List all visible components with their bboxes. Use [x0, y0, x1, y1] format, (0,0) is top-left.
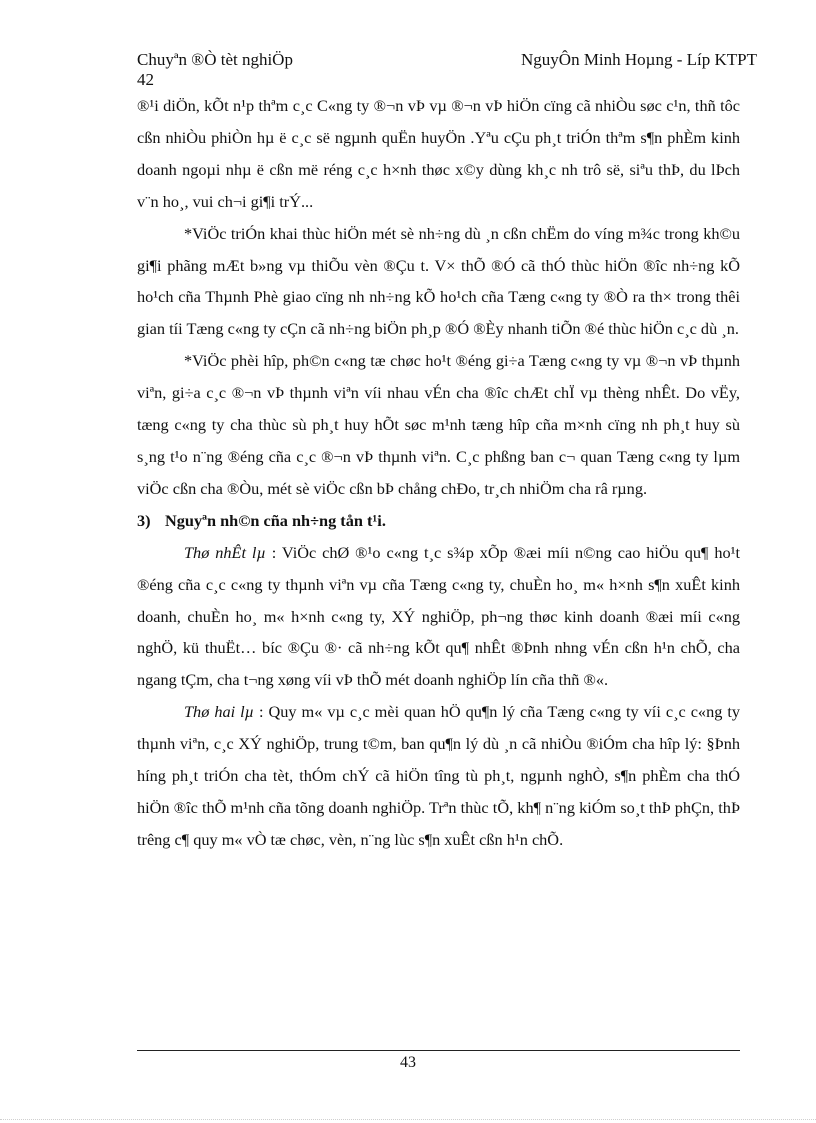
paragraph-coordination: *ViÖc phèi hîp, ph©n c«ng tæ chøc ho¹t ®éng gi÷a Tæng c«ng ty vµ ®¬n vÞ thµnh viªn, gi÷a c¸c ®¬n vÞ thµnh viªn víi nhau vÉn cha ®îc chÆt chÏ vµ thèng nhÊt. Do vËy, tæng c«ng ty cha thùc sù ph¸t huy hÕt søc m¹nh tæng hîp cña m×nh cïng nh ph¸t huy sù s¸ng t¹o n¨ng ®éng cña c¸c ®¬n vÞ thµnh viªn. C¸c phßng ban c¬ quan Tæng c«ng ty lµm viÖc cßn cha ®Òu, mét sè viÖc cßn bÞ chång chÐo, tr¸ch nhiÖm cha râ rµng.: [137, 351, 740, 498]
document-body: [137, 90, 740, 856]
footer-page-number: 43: [400, 1054, 416, 1071]
reason-second-text: : Quy m« vµ c¸c mèi quan hÖ qu¶n lý cña Tæng c«ng ty víi c¸c c«ng ty thµnh viªn, c¸c XÝ nghiÖp, trung t©m, ban qu¶n lý dù ¸n cã nhiÒu ®iÓm cha hîp lý: §Þnh híng ph¸t triÓn cha tèt, thÓm chÝ cã hiÖn tîng tù ph¸t, ngµnh nghÒ, s¶n phÈm cha thÓ hiÖn ®îc thÕ m¹nh cña tõng doanh nghiÖp. Trªn thùc tÕ, kh¶ n¨ng kiÓm so¸t thÞ phÇn, thÞ trêng c¶ quy m« vÒ tæ chøc, vèn, n¨ng lùc s¶n xuÊt cßn h¹n chÕ.: [137, 702, 740, 849]
header-author: NguyÔn Minh Hoµng - Líp KTPT: [521, 50, 757, 69]
reason-first-text: : ViÖc chØ ®¹o c«ng t¸c s¾p xÕp ®æi míi n©ng cao hiÖu qu¶ ho¹t ®éng cña c¸c c«ng ty thµnh viªn vµ cña Tæng c«ng ty, chuÈn ho¸ m« h×nh s¶n xuÊt kinh doanh, chuÈn ho¸ m« h×nh c«ng ty, XÝ nghiÖp, ph¬ng thøc kinh doanh ®æi míi c«ng nghÖ, kü thuËt… bíc ®Çu ®· cã nh÷ng kÕt qu¶ nhÊt ®Þnh nhng vÉn cßn h¹n chÕ, cha ngang tÇm, cha t¬ng xøng víi vÞ thÕ mét doanh nghiÖp lín cña thñ ®«.: [137, 542, 741, 690]
page-bottom-dotted-edge: [0, 1119, 816, 1120]
paragraph-continued: ®¹i diÖn, kÕt n¹p thªm c¸c C«ng ty ®¬n vÞ vµ ®¬n vÞ hiÖn cïng cã nhiÒu søc c¹n, thñ tôc cßn nhiÒu phiÒn hµ ë c¸c së ngµnh quËn huyÖn .Yªu cÇu ph¸t triÓn thªm s¶n phÈm kinh doanh ngoµi nhµ ë cßn më réng c¸c h×nh thøc x©y dùng kh¸c nh trô së, siªu thÞ, du lÞch v¨n ho¸, vui ch¬i gi¶i trÝ...: [137, 96, 740, 211]
paragraph-reason-second: [137, 696, 740, 856]
reason-first-label: Thø nhÊt lµ: [184, 542, 266, 562]
section-heading: [137, 505, 740, 537]
header-page-ref: 42: [137, 70, 154, 89]
footer-divider: [137, 1050, 740, 1051]
section-title: Nguyªn nh©n cña nh÷ng tån t¹i.: [165, 510, 386, 530]
paragraph-reason-first: [137, 537, 740, 697]
section-number: 3): [137, 510, 151, 530]
header-thesis-title: Chuyªn ®Ò tèt nghiÖp: [137, 50, 293, 69]
paragraph-implementation: *ViÖc triÓn khai thùc hiÖn mét sè nh÷ng dù ¸n cßn chËm do víng m¾c trong kh©u gi¶i phãng mÆt b»ng vµ thiÕu vèn ®Çu t. V× thÕ ®Ó cã thÓ thùc hiÖn ®îc nh÷ng kÕ ho¹ch cña Thµnh Phè giao cïng nh nh÷ng kÕ ho¹ch cña Tæng c«ng ty ®Ò ra th× trong thêi gian tíi Tæng c«ng ty cÇn cã nh÷ng biÖn ph¸p ®Ó ®Èy nhanh tiÕn ®é thùc hiÖn c¸c dù ¸n.: [137, 223, 740, 339]
reason-second-label: Thø hai lµ: [184, 702, 255, 722]
